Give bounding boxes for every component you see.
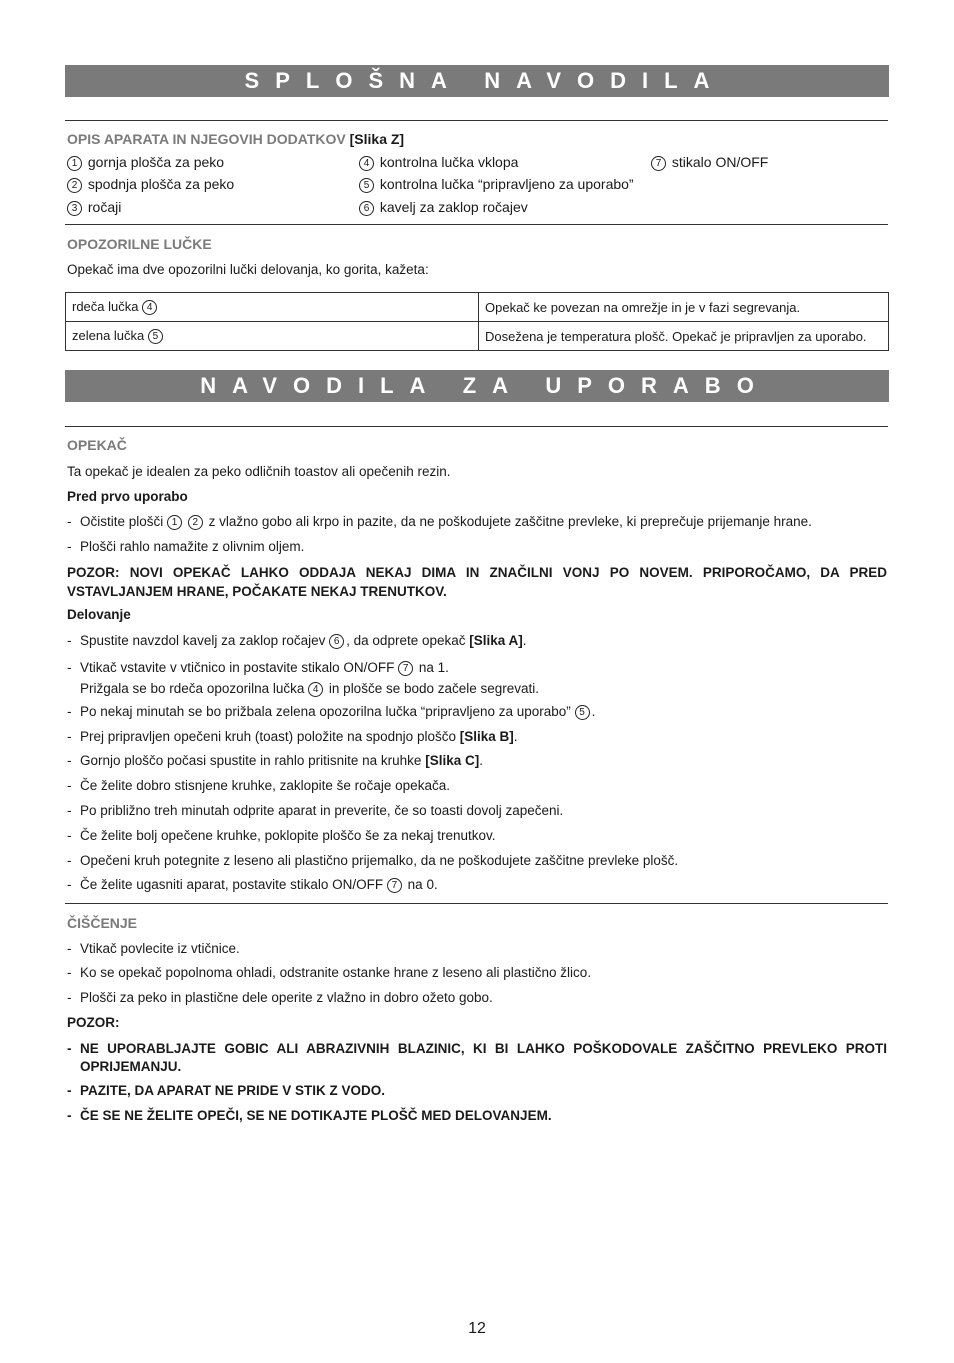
part-item: 4 kontrolna lučka vklopa bbox=[359, 154, 518, 171]
description-heading: OPIS APARATA IN NJEGOVIH DODATKOV [Slika Z] bbox=[67, 131, 405, 147]
table-row bbox=[66, 293, 889, 322]
list-item: - NE UPORABLJAJTE GOBIC ALI ABRAZIVNIH BLAZINIC, KI BI LAHKO POŠKODOVALE ZAŠČITNO PREVLEKO PROTI OPRIJEMANJU. bbox=[67, 1041, 887, 1074]
light-desc-cell: Dosežena je temperatura plošč. Opekač je pripravljen za uporabo. bbox=[479, 322, 889, 351]
part-item: 2 spodnja plošča za peko bbox=[67, 176, 234, 193]
list-item: - Če želite ugasniti aparat, postavite stikalo ON/OFF 7 na 0. bbox=[67, 877, 438, 892]
part-item: 1 gornja plošča za peko bbox=[67, 154, 224, 171]
divider bbox=[65, 426, 888, 427]
lights-table bbox=[65, 292, 889, 351]
list-item: - Če želite bolj opečene kruhke, poklopite ploščo še za nekaj trenutkov. bbox=[67, 828, 496, 843]
list-item: - Po približno treh minutah odprite aparat in preverite, če so toasti dovolj zapečeni. bbox=[67, 803, 564, 818]
divider bbox=[65, 224, 888, 225]
section-banner-general: SPLOŠNA NAVODILA bbox=[65, 65, 889, 97]
divider bbox=[65, 903, 888, 904]
list-item: - Vtikač povlecite iz vtičnice. bbox=[67, 941, 240, 956]
list-item: - Očistite plošči 1 2 z vlažno gobo ali krpo in pazite, da ne poškodujete zaščitne prevleke, ki preprečuje prijemanje hrane. bbox=[67, 514, 812, 529]
lights-intro: Opekač ima dve opozorilni lučki delovanja, ko gorita, kažeta: bbox=[67, 262, 429, 277]
cleaning-heading: ČIŠČENJE bbox=[67, 915, 138, 931]
cleaning-warning-title: POZOR: bbox=[67, 1015, 120, 1030]
part-item: 5 kontrolna lučka “pripravljeno za uporabo” bbox=[359, 176, 634, 193]
part-item: 6 kavelj za zaklop ročajev bbox=[359, 199, 528, 216]
list-item: - Ko se opekač popolnoma ohladi, odstranite ostanke hrane z leseno ali plastično žlico. bbox=[67, 965, 592, 980]
list-item: - Gornjo ploščo počasi spustite in rahlo pritisnite na kruhke [Slika C]. bbox=[67, 753, 483, 768]
list-item: - Če želite dobro stisnjene kruhke, zaklopite še ročaje opekača. bbox=[67, 778, 450, 793]
divider bbox=[65, 120, 888, 121]
part-item: 7 stikalo ON/OFF bbox=[651, 154, 768, 171]
table-row bbox=[66, 322, 889, 351]
first-use-title: Pred prvo uporabo bbox=[67, 489, 188, 504]
list-item: - Opečeni kruh potegnite z lesenо ali plastično prijemalko, da ne poškodujete zaščitne prevleke plošč. bbox=[67, 853, 679, 868]
list-item: - Spustite navzdol kavelj za zaklop ročajev 6 , da odprete opekač [Slika A]. bbox=[67, 633, 527, 648]
light-name-cell: zelena lučka 5 bbox=[66, 322, 479, 351]
operation-title: Delovanje bbox=[67, 607, 131, 622]
list-item: - Plošči za peko in plastične dele operite z vlažno in dobro ožeto gobo. bbox=[67, 990, 493, 1005]
page-number: 12 bbox=[468, 1320, 486, 1337]
light-name-cell: rdeča lučka 4 bbox=[66, 293, 479, 322]
list-item: - Po nekaj minutah se bo prižbala zelena opozorilna lučka “pripravljeno za uporabo” 5 . bbox=[67, 704, 596, 719]
toaster-intro: Ta opekač je idealen za peko odličnih toastov ali opečenih rezin. bbox=[67, 464, 451, 479]
list-item: - Vtikač vstavite v vtičnico in postavite stikalo ON/OFF 7 na 1. Prižgala se bo rdeča opozorilna lučka 4 in plošče se bodo začele segrevati. bbox=[67, 660, 540, 696]
list-item: - Plošči rahlo namažite z olivnim oljem. bbox=[67, 539, 305, 554]
part-item: 3 ročaji bbox=[67, 199, 121, 216]
new-toaster-warning: POZOR: NOVI OPEKAČ LAHKO ODDAJA NEKAJ DIMA IN ZNAČILNI VONJ PO NOVEM. PRIPOROČAMO, DA PRED VSTAVLJANJEM HRANE, POČAKATE NEKAJ TRENUTKOV. bbox=[67, 565, 887, 599]
toaster-heading: OPEKAČ bbox=[67, 437, 127, 453]
section-banner-usage: NAVODILA ZA UPORABO bbox=[65, 370, 889, 402]
list-item: - PAZITE, DA APARAT NE PRIDE V STIK Z VODO. bbox=[67, 1083, 386, 1098]
lights-heading: OPOZORILNE LUČKE bbox=[67, 236, 212, 252]
light-desc-cell: Opekač ke povezan na omrežje in je v fazi segrevanja. bbox=[479, 293, 889, 322]
list-item: - Prej pripravljen opečeni kruh (toast) položite na spodnjo ploščo [Slika B]. bbox=[67, 729, 518, 744]
list-item: - ČE SE NE ŽELITE OPEČI, SE NE DOTIKAJTE PLOŠČ MED DELOVANJEM. bbox=[67, 1108, 552, 1123]
